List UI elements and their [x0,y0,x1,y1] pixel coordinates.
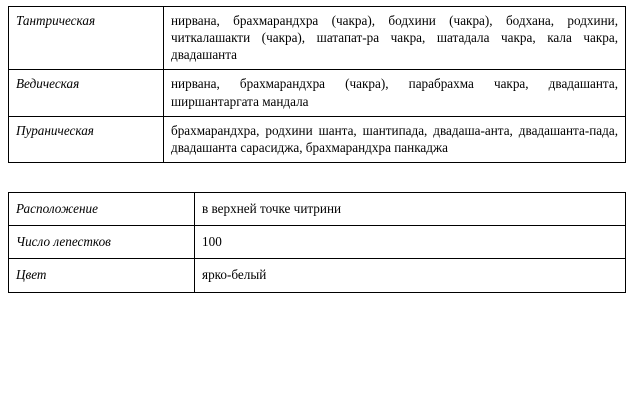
term-names-list: брахмарандхра, родхини шанта, шантипада, двадаша-анта, двадашанта-пада, двадашанта сарасиджа, брахмарандхра панкаджа [164,116,626,162]
term-names-list: нирвана, брахмарандхра (чакра), бодхини (чакра), бодхана, родхини, читкалашакти (чакра), шатапат-ра чакра, шатадала чакра, кала чакра, двадашанта [164,7,626,70]
table-row [9,193,626,226]
term-tradition-name: Тантрическая [9,7,164,70]
terminology-table-body [9,7,626,163]
table-row [9,226,626,259]
properties-table [8,192,626,292]
property-label: Цвет [9,259,195,292]
property-value: в верхней точке читрини [195,193,626,226]
properties-table-body [9,193,626,292]
table-row [9,259,626,292]
property-value: ярко-белый [195,259,626,292]
table-row [9,116,626,162]
table-row [9,7,626,70]
term-tradition-name: Ведическая [9,70,164,116]
property-value: 100 [195,226,626,259]
term-tradition-name: Пураническая [9,116,164,162]
table-row [9,70,626,116]
terminology-table [8,6,626,163]
term-names-list: нирвана, брахмарандхра (чакра), парабрахма чакра, двадашанта, ширшантаргата мандала [164,70,626,116]
property-label: Число лепестков [9,226,195,259]
table-spacer [8,163,626,192]
property-label: Расположение [9,193,195,226]
